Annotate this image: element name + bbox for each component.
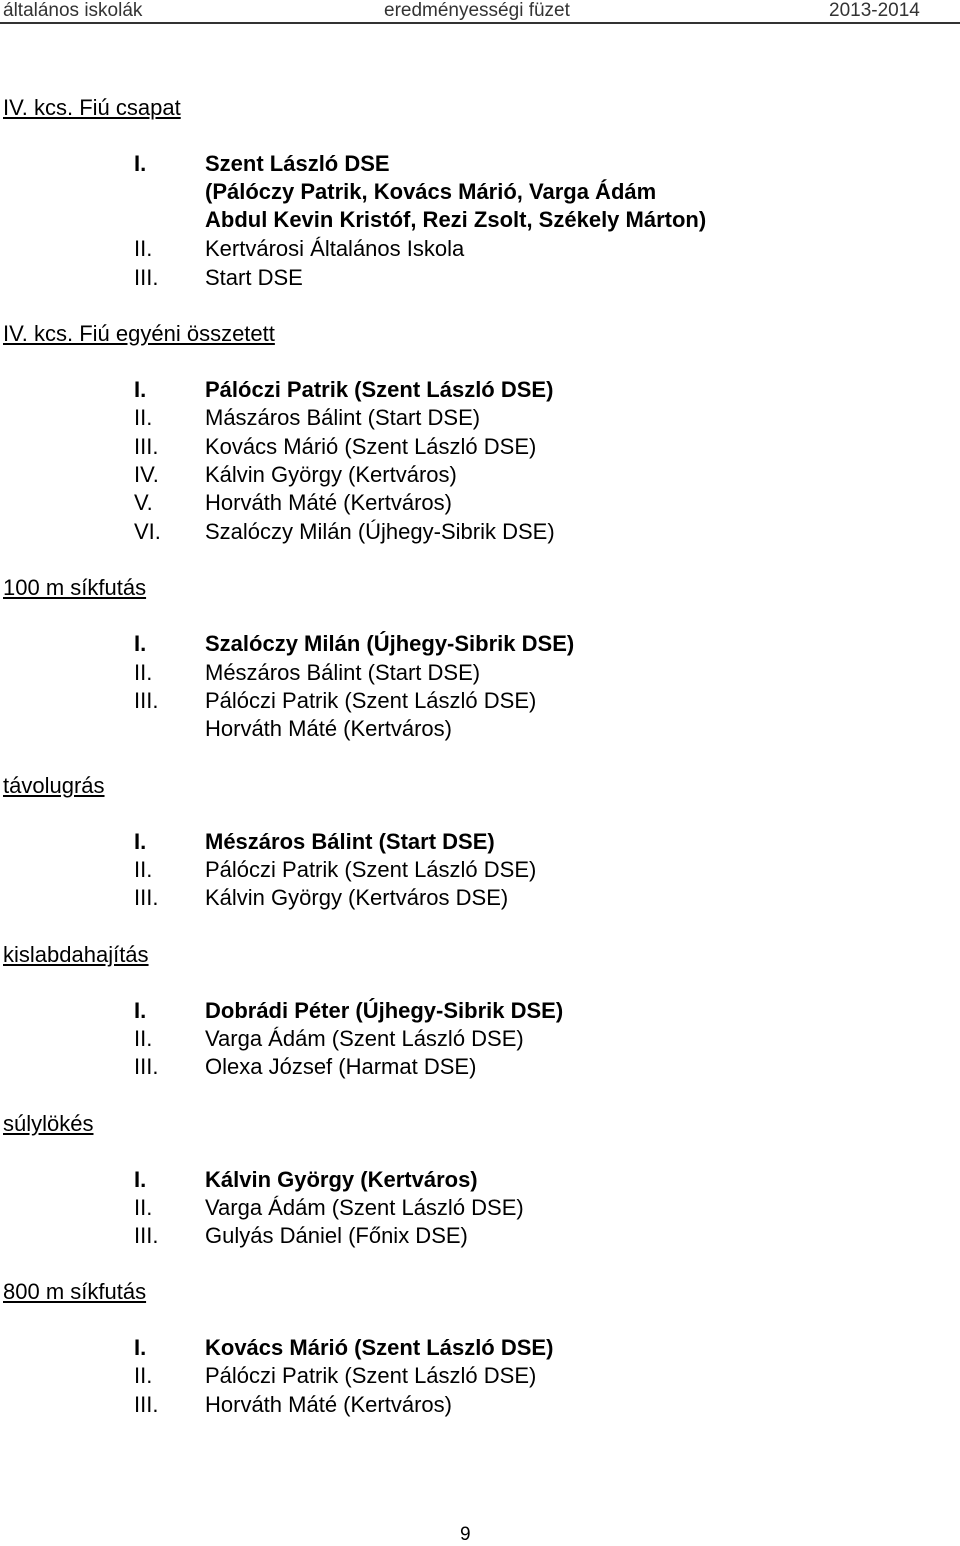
rank: III. <box>134 265 159 290</box>
rank: IV. <box>134 462 159 487</box>
result-text: (Pálóczy Patrik, Kovács Márió, Varga Ádám <box>205 179 657 204</box>
result-row <box>134 1195 524 1221</box>
page-number: 9 <box>460 1524 471 1545</box>
result-row <box>134 1026 524 1052</box>
result-row <box>134 434 536 460</box>
rank: I. <box>134 151 147 176</box>
result-row <box>134 519 555 545</box>
result-text: Varga Ádám (Szent László DSE) <box>205 1195 524 1220</box>
result-row <box>134 462 457 488</box>
result-text: Pálóczi Patrik (Szent László DSE) <box>205 688 537 713</box>
result-row <box>134 1363 536 1389</box>
section-title: súlylökés <box>3 1111 94 1136</box>
rank: V. <box>134 490 153 515</box>
result-row <box>134 998 563 1024</box>
result-text: Szalóczy Milán (Újhegy-Sibrik DSE) <box>205 519 555 544</box>
rank: III. <box>134 1054 159 1079</box>
rank: II. <box>134 1195 153 1220</box>
result-text: Kovács Márió (Szent László DSE) <box>205 434 537 459</box>
section-title: IV. kcs. Fiú egyéni összetett <box>3 321 275 346</box>
rank: II. <box>134 660 153 685</box>
rank: I. <box>134 829 147 854</box>
result-text: Kálvin György (Kertváros) <box>205 462 457 487</box>
rank: II. <box>134 1026 153 1051</box>
rank: I. <box>134 1335 147 1360</box>
result-text: Mászáros Bálint (Start DSE) <box>205 405 481 430</box>
rank: III. <box>134 1223 159 1248</box>
result-text: Abdul Kevin Kristóf, Rezi Zsolt, Székely Márton) <box>205 207 707 232</box>
rank: III. <box>134 885 159 910</box>
result-row <box>134 265 303 291</box>
rank: I. <box>134 998 147 1023</box>
section-title: 800 m síkfutás <box>3 1279 147 1304</box>
result-row <box>134 660 480 686</box>
rank: II. <box>134 857 153 882</box>
rank: III. <box>134 1392 159 1417</box>
result-row <box>134 377 553 403</box>
header-divider <box>0 22 960 24</box>
result-text: Szalóczy Milán (Újhegy-Sibrik DSE) <box>205 631 575 656</box>
result-row <box>134 1223 468 1249</box>
result-row <box>134 151 390 177</box>
result-text: Kálvin György (Kertváros) <box>205 1167 478 1192</box>
section-title: 100 m síkfutás <box>3 575 147 600</box>
result-row <box>134 405 480 431</box>
section-title: távolugrás <box>3 773 105 798</box>
rank: I. <box>134 631 147 656</box>
result-row <box>134 1054 476 1080</box>
rank: III. <box>134 688 159 713</box>
result-row <box>134 207 706 233</box>
result-row <box>134 1167 478 1193</box>
result-text: Pálóczi Patrik (Szent László DSE) <box>205 1363 537 1388</box>
section-title: IV. kcs. Fiú csapat <box>3 95 181 120</box>
result-text: Horváth Máté (Kertváros) <box>205 490 452 515</box>
result-row <box>134 857 536 883</box>
result-text: Szent László DSE <box>205 151 390 176</box>
result-text: Olexa József (Harmat DSE) <box>205 1054 477 1079</box>
result-row <box>134 179 656 205</box>
result-text: Kálvin György (Kertváros DSE) <box>205 885 509 910</box>
result-text: Pálóczi Patrik (Szent László DSE) <box>205 377 554 402</box>
result-text: Mészáros Bálint (Start DSE) <box>205 660 481 685</box>
rank: VI. <box>134 519 161 544</box>
result-text: Pálóczi Patrik (Szent László DSE) <box>205 857 537 882</box>
rank: II. <box>134 1363 153 1388</box>
result-text: Mészáros Bálint (Start DSE) <box>205 829 495 854</box>
result-row <box>134 490 452 516</box>
result-row <box>134 716 452 742</box>
section-title: kislabdahajítás <box>3 942 149 967</box>
result-text: Horváth Máté (Kertváros) <box>205 716 452 741</box>
result-row <box>134 1392 452 1418</box>
result-text: Start DSE <box>205 265 303 290</box>
rank: II. <box>134 236 153 261</box>
result-text: Varga Ádám (Szent László DSE) <box>205 1026 524 1051</box>
result-text: Dobrádi Péter (Újhegy-Sibrik DSE) <box>205 998 564 1023</box>
header-school-type: általános iskolák <box>3 0 143 21</box>
result-row <box>134 236 464 262</box>
result-row <box>134 688 536 714</box>
result-text: Horváth Máté (Kertváros) <box>205 1392 452 1417</box>
rank: III. <box>134 434 159 459</box>
result-row <box>134 1335 553 1361</box>
header-booklet-title: eredményességi füzet <box>384 0 570 21</box>
result-text: Gulyás Dániel (Főnix DSE) <box>205 1223 468 1248</box>
result-text: Kertvárosi Általános Iskola <box>205 236 465 261</box>
result-text: Kovács Márió (Szent László DSE) <box>205 1335 554 1360</box>
result-row <box>134 829 495 855</box>
result-row <box>134 631 574 657</box>
rank: II. <box>134 405 153 430</box>
rank: I. <box>134 377 147 402</box>
rank: I. <box>134 1167 147 1192</box>
header-school-year: 2013-2014 <box>829 0 920 21</box>
result-row <box>134 885 508 911</box>
